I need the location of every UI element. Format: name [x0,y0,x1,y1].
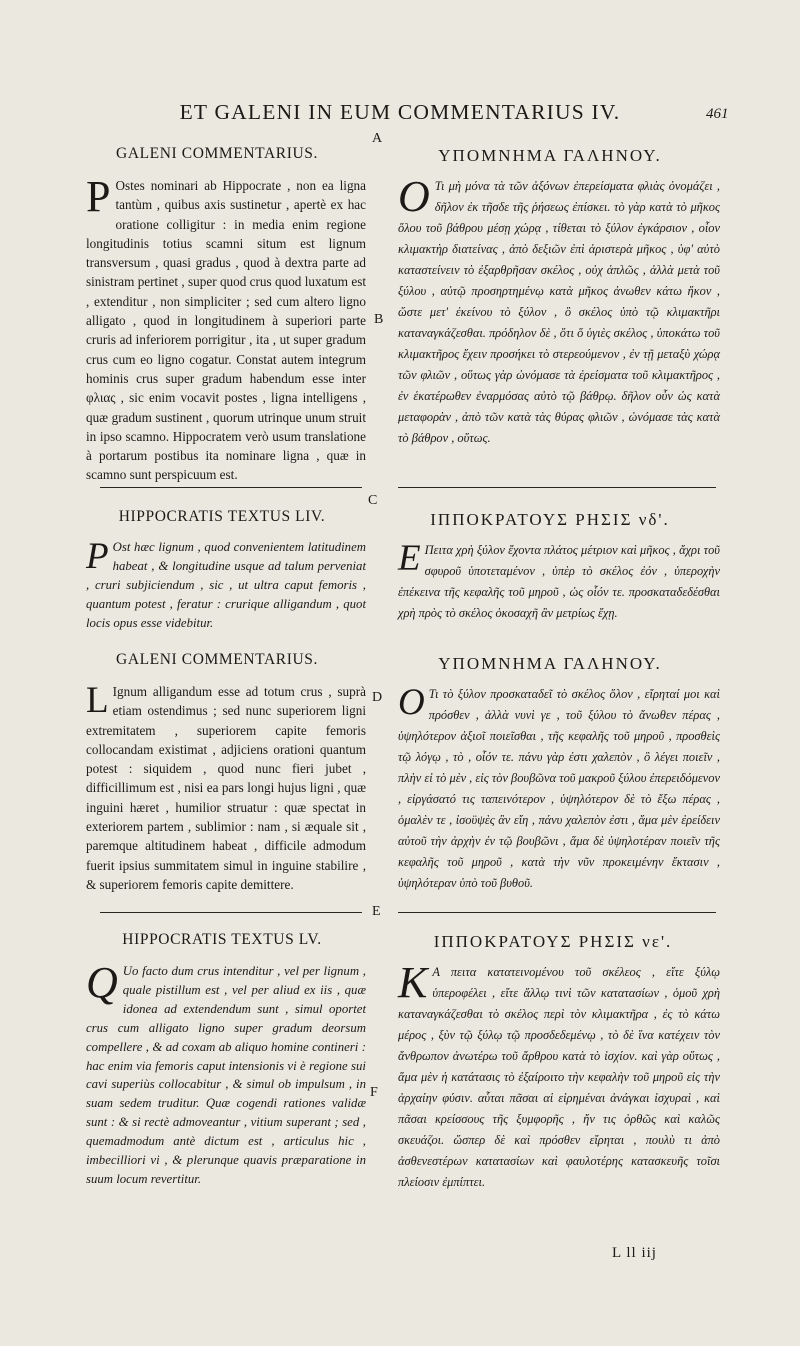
divider-rule [398,912,716,913]
paragraph-text: Πειτα χρὴ ξύλον ἔχοντα πλάτος μέτριον καὶ μῆκος , ἄχρι τοῦ σφυροῦ ὑποτεταμένον , ὑπὲρ τὸ σκέλος ἐόν , ὑπεροχὴν ἐπέκεινα τῆς κεφαλῆς τοῦ μηροῦ , ὡς οἷόν τε. προσκαταδεδέσθαι χρὴ πρὸς τὸ σκέλος ὁκοσαχῆ ἂν μετρίως ἔχῃ. [398,543,720,620]
commentary-text-greek [398,684,720,894]
section-title-latin: HIPPOCRATIS TEXTUS LIV. [118,508,326,525]
section-title-latin: HIPPOCRATIS TEXTUS LV. [122,931,322,948]
divider-rule [100,487,362,488]
margin-letter-c: C [368,493,378,508]
drop-cap: Κ [398,958,428,1007]
section-title-greek: ΥΠΟΜΝΗΜΑ ΓΑΛΗΝΟΥ. [438,654,662,673]
drop-cap: Q [86,958,118,1007]
page-number: 461 [706,106,729,122]
signature-mark: L ll iij [612,1245,657,1261]
paragraph-text: Τι μὴ μόνα τὰ τῶν ἀξόνων ἐπερείσματα φλιὰς ὀνομάζει , δῆλον ἐκ τῆσδε τῆς ῥήσεως ἐπίσκει. τὸ γὰρ κατὰ τὸ μῆκος ὅλου τοῦ βάθρου μέσῃ χώρᾳ , τίθεται τὸ ξύλον ἐγκάρσιον , οἷον κλιμακτὴρ διατείνας , ἀπὸ δεξιῶν ἐπὶ ἀριστερὰ μῆκος , ὑφ' αὐτὸ καταστείνειν τὸ ἐξαρθρῆσαν σκέλος , οὐχ ἁπλῶς , ἀλλὰ μετὰ τοῦ ξύλου , αὐτῷ προσηρτημένῳ κατὰ μῆκος ἀνωθεν κάτω ἥκον , ὥστε μετ' ἐκείνου τὸ ξύλον , ὃ σκέλος ὑπὸ τῷ κλιμακτῆρι καταναγκάζεσθαι. πρόδηλον δὲ , ὅτι ὅ ὑγιὲς σκέλος , ὑποκάτω τοῦ κλιμακτῆρος ἔχειν προσήκει τὸ στερεούμενον , ἐν τῇ μεταξὺ χώρᾳ τῶν φλιῶν , οὕτως γὰρ ὠνόμασε τὰ ἐρείσματα τοῦ κλιμακτῆρος , ἐν ἑκατέρωθεν ἐναρμόσας αὐτὸ τῷ βάθρῳ. δῆλον οὖν ὡς κατὰ μεταφορὰν , ἀπὸ τῶν κατὰ τὰς θύρας φλιῶν , ὠνόμασε τὰς κατὰ τὸ βάθρον , οὕτως. [398,179,720,445]
paragraph-text: Ignum alligandum esse ad totum crus , suprà etiam ostendimus ; sed nunc superiorem ligni extremitatem , superiorem capite femoris collocandam existimat , adjiciens orationi quantum potest : siquidem , quod nunc fieri jubet , difficillimum est , nisi ea pars longi hujus ligni , quæ inguini hæret , humilior struatur : quæ spectat in exteriorem partem , sublimior : nam , si æquale sit , paremque altitudinem habeat , difficile admodum fuerit ipsius summitatem simul in inguine stabilire , & superiorem femoris capite demittere. [86,684,366,892]
hippocrates-text-greek [398,958,720,1193]
margin-letter-d: D [372,690,383,705]
paragraph-text: Ostes nominari ab Hippocrate , non ea ligna tantùm , quibus axis sustinetur , apertè ex hac oratione colligitur : in media enim regione longitudinis totius scamni situm est lignum transversum , quasi gradus , quod à dextra parte ad sinistram pertinet , super quod crus quod luxatum est , extenditur , non simpliciter ; sed cum altero ligno alligato , quod in longitudinem à superiori parte cruris ad inferiorem porrigitur , ita , ut super gradum crus cum eo ligno cogatur. Constat autem integrum hominis crus super gradum habendum esse inter φλιας , sic enim vocavit postes , ligna intelligens , quæ gradum sustinent , quorum utrinque unum struit in ipso scamno. Hippocratem verò usum translatione à portarum postibus ita nominare ligna , quæ in scamno sunt perspicuum est. [86,178,366,483]
margin-letter-e: E [372,904,381,919]
commentary-text-latin [86,172,366,485]
margin-letter-f: F [370,1085,378,1100]
drop-cap: Ε [398,538,421,579]
margin-letter-a: A [372,131,383,146]
hippocrates-text-latin [86,958,366,1189]
commentary-text-latin [86,682,366,894]
hippocrates-text-greek [398,540,720,624]
drop-cap: Ο [398,172,430,221]
commentary-text-greek [398,172,720,449]
drop-cap: P [86,536,109,577]
paragraph-text: Ost hæc lignum , quod convenientem latitudinem habeat , & longitudine usque ad talum perveniat , cruri subjiciendum , sic , ut ultra caput femoris , quantum potest , feratur : crurique alligandum , quot locis opus esse videbitur. [86,540,366,630]
section-title-latin: GALENI COMMENTARIUS. [116,651,318,668]
section-title-greek: ΙΠΠΟΚΡΑΤΟΥΣ ΡΗΣΙΣ νε'. [433,932,673,951]
divider-rule [100,912,362,913]
margin-letter-b: B [374,312,384,327]
paragraph-text: Τι τὸ ξύλον προσκαταδεῖ τὸ σκέλος ὅλον , εἴρηταί μοι καὶ πρόσθεν , ἀλλὰ νυνὶ γε , τοῦ ξύλου τὸ ἄνωθεν πέρας , ὑψηλότερον ἀξιοῖ ποιεῖσθαι , τῆς κεφαλῆς τοῦ μηροῦ , προσθεὶς τῷ λόγῳ , τὸ , οἷόν τε. πάνυ γὰρ ἐστι χαλεπὸν , ὃ λέγει ποιεῖν , πλὴν εἰ τὸ μὲν , εἰς τὸν βουβῶνα τοῦ μακροῦ ξύλου ἐπερειδόμενον , εἰργάσατό τις ταπεινότερον , ὑψηλότερον δὲ τὸ ἔξω πέρας , ὁμαλὲν τε , ἰσοϋψὲς ἂν εἴη , πάνυ χαλεπὸν ἐστι , ἅμα μὲν ἐρείδειν αὐτοῦ τὴν ἀρχὴν ἐν τῷ βουβῶνι , ἅμα δὲ ὑψηλοτέραν ποιεῖν τῆς κεφαλῆς τοῦ μηροῦ , κατὰ τὴν νῦν προκειμένην ἔκτασιν , ὑψηλότεραν ὑπὸ τοῦ βυθοῦ. [398,687,720,890]
section-title-latin: GALENI COMMENTARIUS. [116,145,318,162]
running-head: ET GALENI IN EUM COMMENTARIUS IV. [179,100,621,124]
divider-rule [398,487,716,488]
drop-cap: P [86,172,111,221]
drop-cap: Ο [398,682,425,723]
hippocrates-text-latin [86,538,366,633]
section-title-greek: ΥΠΟΜΝΗΜΑ ΓΑΛΗΝΟΥ. [438,146,662,165]
drop-cap: L [86,680,109,721]
section-title-greek: ΙΠΠΟΚΡΑΤΟΥΣ ΡΗΣΙΣ νδ'. [430,510,670,529]
paragraph-text: Uo facto dum crus intenditur , vel per lignum , quale pistillum est , vel per aliud ex iis , quæ idonea ad extendendum sunt , simul oportet crus cum alligato ligno super gradum deorsum compellere , & ad coxam ab aliquo homine contineri : hac enim via femoris caput intensionis vi è regione sui cavi superiùs collocabitur , & simul ob impulsum , in suam sedem truditur. Quæ cogendi rationes validæ sunt : & si rectè admoveantur , vitium superant ; sed , quemadmodum antè dictum est , articulus hic , imbecilliori vi , & plerunque quavis præparatione in suum locum revertitur. [86,964,366,1186]
paragraph-text: Α πειτα κατατεινομένου τοῦ σκέλεος , εἴτε ξύλῳ ὑπεροφέλει , εἴτε ἄλλῳ τινὶ τῶν κατατασίων , ὁμοῦ χρὴ καταναγκάζεσθαι τὸ σκέλος περὶ τὸν κλιμακτῆρα , ἐς τὸ κάτω μέρος , ξὺν τῷ ξύλῳ τῷ προσδεδεμένῳ , τὸ δὲ ἵνα κατέχειν τὸν ἄνθρωπον ἀνωτέρω τοῦ ἄρθρου κατὰ τὸ ἰσχίον. καὶ γὰρ οὕτως , ἅμα μὲν ἡ κατάτασις τὸ ἐξαίροιτο τὴν κεφαλὴν τοῦ μηροῦ εἰς τὴν ἀρχαίην φύσιν. αὗται πᾶσαι αἱ εἰρημέναι ἀνάγκαι ἰσχυραὶ , καὶ πᾶσαι κρείσσους τῆς ξυμφορῆς , ἤν τις ὀρθῶς καὶ καλῶς σκευάζοι. ὥσπερ δὲ καὶ πρόσθεν εἴρηται , πουλὺ τι ἀπὸ ἀσθενεστέρων κατατασίων καὶ φαυλοτέρης κατασκευῆς τοῖσι πλείοσιν ἐμπίπτει. [398,965,720,1189]
